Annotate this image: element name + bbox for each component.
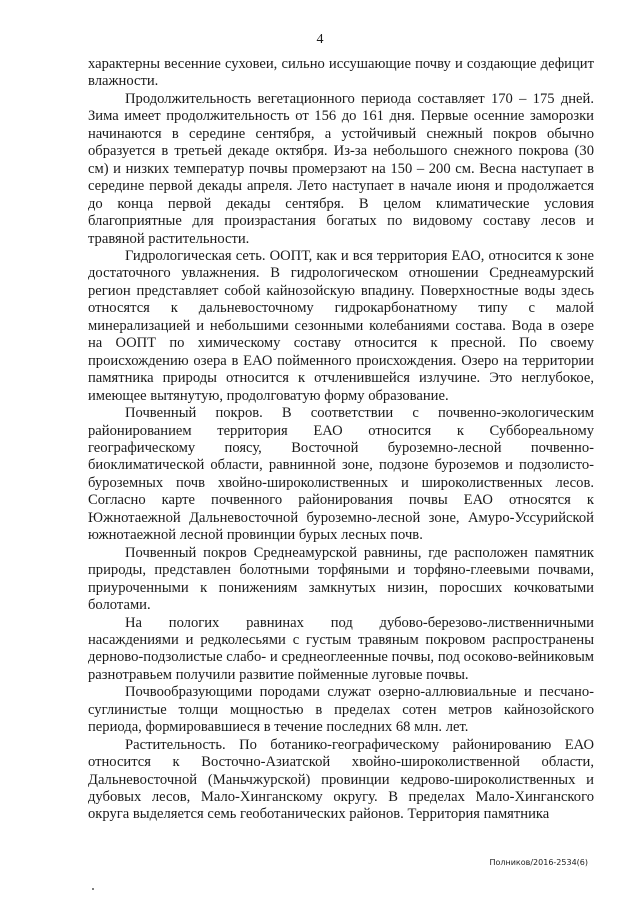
page-number: 4 <box>316 32 324 47</box>
paragraph-vegetation: Растительность. По ботанико-географическому районированию ЕАО относится к Восточно-Азиатской хвойно-широколиственной области, Дальневосточной (Маньчжурской) провинции кедрово-широколиственных и дубовых лесов, Мало-Хинганскому округу. В пределах Мало-Хинганского округа выделяется семь геоботанических районов. Территория памятника <box>88 736 594 823</box>
paragraph-plain-soils: Почвенный покров Среднеамурской равнины, где расположен памятник природы, представлен болотными торфяными и торфяно-глеевыми почвами, приуроченными к понижениям замкнутых низин, поросших кочковатыми болотами. <box>88 544 594 614</box>
paragraph-parent-rocks: Почвообразующими породами служат озерно-аллювиальные и песчано-суглинистые толщи мощностью в пределах сотен метров кайнозойского периода, формировавшиеся в течение последних 68 млн. лет. <box>88 684 594 736</box>
paragraph-hydrology: Гидрологическая сеть. ООПТ, как и вся территория ЕАО, относится к зоне достаточного увлажнения. В гидрологическом отношении Среднеамурский регион представляет собой кайнозойскую впадину. Поверхностные воды здесь относятся к дальневосточному гидрокарбонатному типу с малой минерализацией и небольшими сезонными колебаниями состава. Вода в озере на ООПТ по химическому составу относится к пресной. По своему происхождению озера в ЕАО пойменного происхождения. Озеро на территории памятника природы относится к отчленившейся излучине. Это неглубокое, имеющее вытянутую, продолговатую форму образование. <box>88 247 594 404</box>
body-text <box>88 56 594 824</box>
paragraph-soil-cover: Почвенный покров. В соответствии с почвенно-экологическим районированием территория ЕАО относится к Суббореальному географическому поясу, Восточной буроземно-лесной почвенно-биоклиматической области, равнинной зоне, подзоне буроземов и подзолисто-буроземных почв хвойно-широколиственных и широколиственных лесов. Согласно карте почвенного районирования почвы ЕАО относятся к Южнотаежной Дальневосточной буроземно-лесной зоне, Амуро-Уссурийской южнотаежной лесной провинции бурых лесных почв. <box>88 405 594 544</box>
paragraph-slope-soils: На пологих равнинах под дубово-березово-лиственничными насаждениями и редколесьями с густым травяным покровом распространены дерново-подзолистые слабо- и среднеоглеенные почвы, под осоково-вейниковым разнотравьем получили развитие пойменные луговые почвы. <box>88 614 594 683</box>
paragraph-drought-continuation: характерны весенние суховеи, сильно иссушающие почву и создающие дефицит влажности. <box>88 56 594 90</box>
scan-speck <box>92 888 94 890</box>
document-code: Полников/2016-2534(6) <box>489 858 588 867</box>
paragraph-vegetation-period: Продолжительность вегетационного периода составляет 170 – 175 дней. Зима имеет продолжительность от 156 до 161 дня. Первые осенние заморозки начинаются в середине сентября, а устойчивый снежный покров обычно образуется в третьей декаде октября. Из-за небольшого снежного покрова (30 см) и низких температур почвы промерзают на 150 – 200 см. Весна наступает в середине первой декады апреля. Лето наступает в начале июня и продолжается до конца первой декады сентября. В целом климатические условия благоприятные для произрастания богатых по видовому составу лесов и травяной растительности. <box>88 90 594 247</box>
